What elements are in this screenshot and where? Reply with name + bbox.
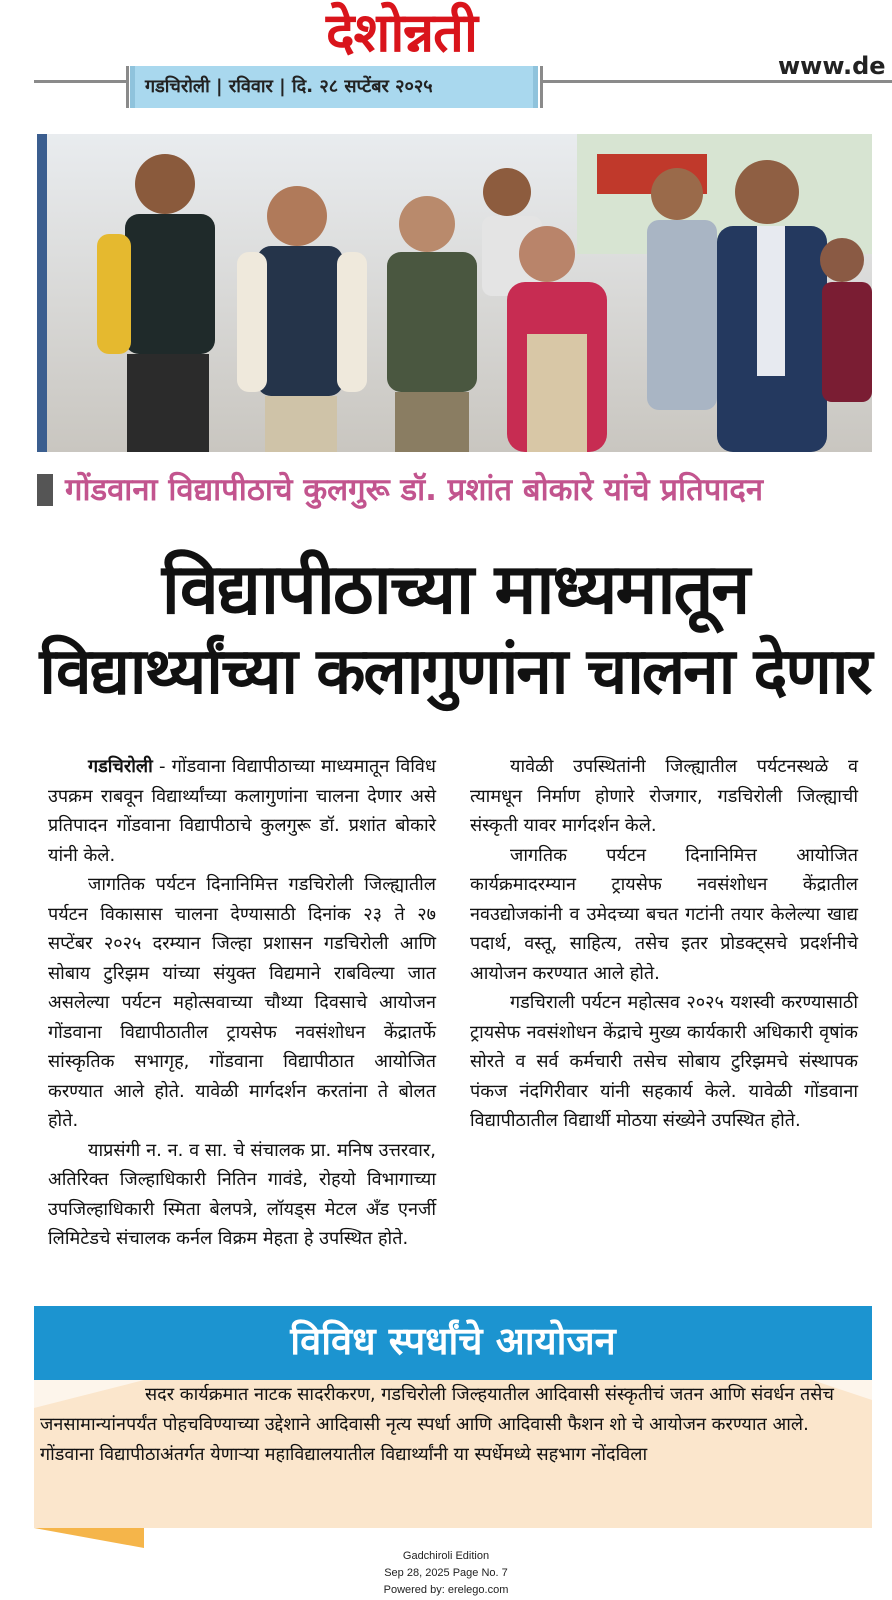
footer-edition: Gadchiroli Edition bbox=[402, 1550, 490, 1562]
sidebar-banner bbox=[34, 1306, 872, 1380]
sidebar-title: विविध स्पर्धांचे आयोजन bbox=[290, 1319, 616, 1363]
footer-date-page: Sep 28, 2025 Page No. 7 bbox=[384, 1567, 508, 1579]
news-photo-icon bbox=[37, 134, 872, 452]
sidebar-text: सदर कार्यक्रमात नाटक सादरीकरण, गडचिरोली जिल्हयातील आदिवासी संस्कृतीचं जतन आणि संवर्धन तसेच जनसामान्यांनपर्यंत पोहचविण्याच्या उद्देशाने आदिवासी नृत्य स्पर्धा आणि आदिवासी फैशन शो चे आयोजन करण्यात आले. गोंडवाना विद्यापीठाअंतर्गत येणाऱ्या महाविद्यालयातील विद्यार्थ्यांनी या स्पर्धेमध्ये सहभाग नोंदविला bbox=[40, 1384, 834, 1465]
article-paragraph: जागतिक पर्यटन दिनानिमित्त गडचिरोली जिल्ह्यातील पर्यटन विकासास चालना देण्यासाठी दिनांक २३ ते २७ सप्टेंबर २०२५ दरम्यान जिल्हा प्रशासन गडचिरोली आणि सोबाय टुरिझम यांच्या संयुक्त विद्यमाने राबविल्या जात असलेल्या पर्यटन महोत्सवाच्या चौथ्या दिवसाचे आयोजन गोंडवाना विद्यापीठातील ट्रायसेफ नवसंशोधन केंद्रातर्फे सांस्कृतिक सभागृह, गोंडवाना विद्यापीठात आयोजित करण्यात आले होते. यावेळी मार्गदर्शन करतांना ते बोलत होते. bbox=[48, 874, 436, 1131]
headline-line-1: विद्यापीठाच्या माध्यमातून bbox=[161, 548, 749, 630]
newspaper-logo: देशोन्नती bbox=[326, 0, 477, 64]
article-paragraph: याप्रसंगी न. न. व सा. चे संचालक प्रा. मनिष उत्तरवार, अतिरिक्त जिल्हाधिकारी नितिन गावंडे, रोहयो विभागाच्या उपजिल्हाधिकारी स्मिता बेलपत्रे, लॉयड्स मेटल अँड एनर्जी लिमिटेडचे संचालक कर्नल विक्रम मेहता हे उपस्थित होते. bbox=[48, 1139, 436, 1249]
masthead bbox=[0, 0, 892, 120]
kicker bbox=[37, 470, 872, 512]
sidebar-box bbox=[34, 1380, 872, 1528]
article-paragraph: जागतिक पर्यटन दिनानिमित्त आयोजित कार्यक्रमादरम्यान ट्रायसेफ नवसंशोधन केंद्रातील नवउद्योजकांनी व उमेदच्या बचत गटांनी तयार केलेल्या खाद्य पदार्थ, वस्तू, साहित्य, तसेच इतर प्रोडक्ट्सचे प्रदर्शनीचे आयोजन करण्यात आले होते. bbox=[470, 844, 858, 984]
headline-line-2: विद्यार्थ्यांच्या कलागुणांना चालना देणार bbox=[39, 635, 871, 709]
box-corner-accent bbox=[34, 1528, 184, 1550]
masthead-rule-stub bbox=[540, 66, 543, 108]
headline bbox=[30, 548, 880, 714]
masthead-rule-right bbox=[540, 80, 892, 83]
article-column-left bbox=[48, 752, 436, 1249]
dateline: गडचिरोली | रविवार | दि. २८ सप्टेंबर २०२५ bbox=[130, 66, 538, 108]
article-column-right bbox=[470, 752, 858, 1136]
article-paragraph: गडचिराली पर्यटन महोत्सव २०२५ यशस्वी करण्यासाठी ट्रायसेफ नवसंशोधन केंद्राचे मुख्य कार्यकारी अधिकारी वृषांक सोरते व सर्व कर्मचारी तसेच सोबाय टुरिझमचे संस्थापक पंकज नंदगिरीवार यांनी सहकार्य केले. यावेळी गोंडवाना विद्यापीठातील विद्यार्थी मोठया संख्येने उपस्थित होते. bbox=[470, 992, 858, 1131]
news-photo bbox=[37, 134, 872, 452]
article-paragraph: यावेळी उपस्थितांनी जिल्ह्यातील पर्यटनस्थळे व त्यामधून निर्माण होणारे रोजगार, गडचिरोली जिल्ह्याची संस्कृती यावर मार्गदर्शन केले. bbox=[470, 756, 858, 836]
kicker-bar bbox=[37, 474, 53, 506]
masthead-rule-left bbox=[34, 80, 128, 83]
masthead-rule-stub-left bbox=[126, 66, 129, 108]
article-paragraph bbox=[48, 752, 436, 870]
dateline-place: गडचिरोली bbox=[88, 756, 153, 777]
footer-powered-by: Powered by: erelego.com bbox=[383, 1584, 509, 1596]
page-footer bbox=[0, 1548, 892, 1599]
kicker-text: गोंडवाना विद्यापीठाचे कुलगुरू डॉ. प्रशांत बोकारे यांचे प्रतिपादन bbox=[65, 472, 764, 508]
article-lead: - गोंडवाना विद्यापीठाच्या माध्यमातून विविध उपक्रम राबवून विद्यार्थ्यांच्या कलागुणांना चालना देणार असे प्रतिपादन गोंडवाना विद्यापीठाचे कुलगुरू डॉ. प्रशांत बोकारे यांनी केले. bbox=[48, 756, 436, 866]
website-url: www.de bbox=[778, 52, 886, 80]
